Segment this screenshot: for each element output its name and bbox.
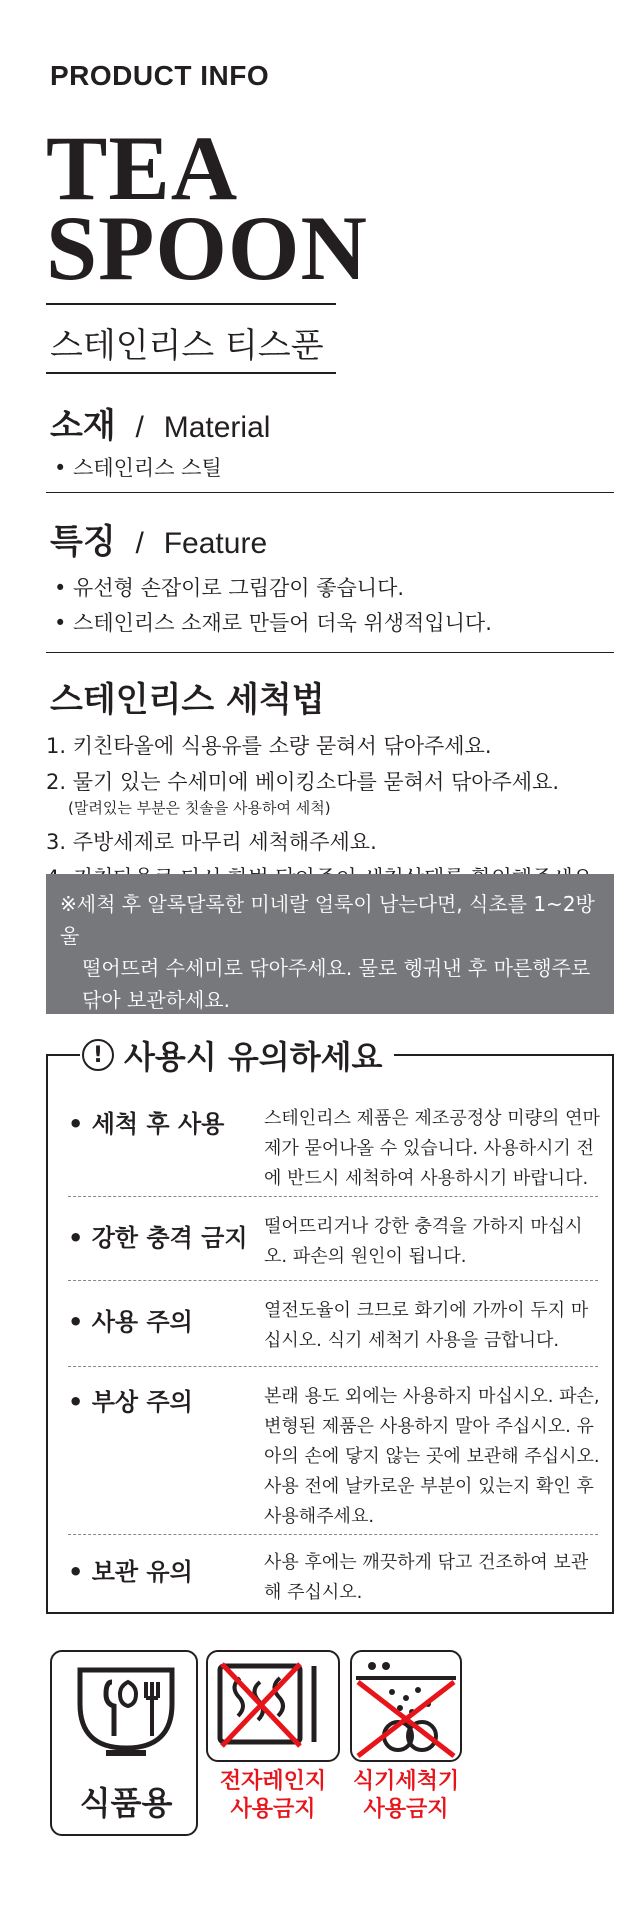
feature-item: • 유선형 손잡이로 그립감이 좋습니다. [54, 576, 405, 600]
caution-desc: 스테인리스 제품은 제조공정상 미량의 연마제가 묻어나올 수 있습니다. 사용하시기 전에 반드시 세척하여 사용하시기 바랍니다. [264, 1108, 600, 1189]
cleaning-step: 2. 물기 있는 수세미에 베이킹소다를 묻혀서 닦아주세요. [46, 770, 560, 794]
cleaning-step-note: (말려있는 부분은 칫솔을 사용하여 세척) [68, 799, 331, 817]
feature-item: • 스테인리스 소재로 만들어 더욱 위생적입니다. [54, 611, 492, 635]
caution-desc: 본래 용도 외에는 사용하지 마십시오. 파손, 변형된 제품은 사용하지 말아 주십시오. 유아의 손에 닿지 않는 곳에 보관해 주십시오. 사용 전에 날카로운 부분이 있는지 확인 후 사용해주세요. [264, 1386, 600, 1527]
caution-desc: 떨어뜨리거나 강한 충격을 가하지 마십시오. 파손의 원인이 됩니다. [264, 1216, 583, 1267]
product-info-label: PRODUCT INFO [50, 60, 270, 91]
feature-heading: 특징 / Feature [50, 522, 268, 562]
material-heading: 소재 / Material [50, 406, 271, 446]
caution-label: • 세척 후 사용 [68, 1110, 225, 1138]
divider [46, 652, 614, 653]
caution-label: • 부상 주의 [68, 1388, 193, 1416]
microwave-prohibited-label: 전자레인지 사용금지 [219, 1769, 327, 1822]
product-subtitle: 스테인리스 티스푼 [50, 326, 324, 366]
food-safe-label: 식품용 [79, 1784, 173, 1822]
title-line-2: SPOON [46, 197, 368, 299]
title-line-1: TEA [46, 117, 239, 219]
cleaning-step: 3. 주방세제로 마무리 세척해주세요. [46, 830, 377, 854]
cup-fork-icon [52, 1652, 200, 1772]
caution-label: • 사용 주의 [68, 1308, 193, 1336]
dishwasher-prohibited-label: 식기세척기 사용금지 [352, 1769, 460, 1822]
note-line: 떨어뜨려 수세미로 닦아주세요. 물로 헹궈낸 후 마른행주로 [82, 956, 591, 980]
cleaning-step: 1. 키친타올에 식용유를 소량 묻혀서 닦아주세요. [46, 734, 492, 758]
material-item: • 스테인리스 스틸 [54, 456, 222, 480]
row-divider [68, 1534, 598, 1535]
divider [46, 303, 336, 305]
product-title [46, 117, 368, 299]
food-safe-badge [50, 1650, 198, 1836]
note-line: ※세척 후 알록달록한 미네랄 얼룩이 남는다면, 식초를 1~2방울 [60, 892, 595, 948]
microwave-prohibited-icon [206, 1650, 340, 1762]
exclamation-icon: ! [82, 1039, 114, 1071]
dishwasher-prohibited-icon [350, 1650, 462, 1762]
divider [46, 492, 614, 493]
row-divider [68, 1366, 598, 1367]
caution-heading: ! 사용시 유의하세요 [80, 1032, 394, 1078]
cleaning-note-box [46, 874, 614, 1014]
caution-label: • 보관 유의 [68, 1558, 193, 1586]
cleaning-steps [46, 728, 600, 896]
divider [46, 372, 336, 374]
row-divider [68, 1280, 598, 1281]
caution-label: • 강한 충격 금지 [68, 1224, 248, 1252]
caution-desc: 사용 후에는 깨끗하게 닦고 건조하여 보관해 주십시오. [264, 1552, 589, 1603]
row-divider [68, 1196, 598, 1197]
caution-desc: 열전도율이 크므로 화기에 가까이 두지 마십시오. 식기 세척기 사용을 금합니다. [264, 1300, 589, 1351]
cleaning-heading: 스테인리스 세척법 [50, 680, 325, 720]
note-line: 닦아 보관하세요. [82, 988, 230, 1012]
